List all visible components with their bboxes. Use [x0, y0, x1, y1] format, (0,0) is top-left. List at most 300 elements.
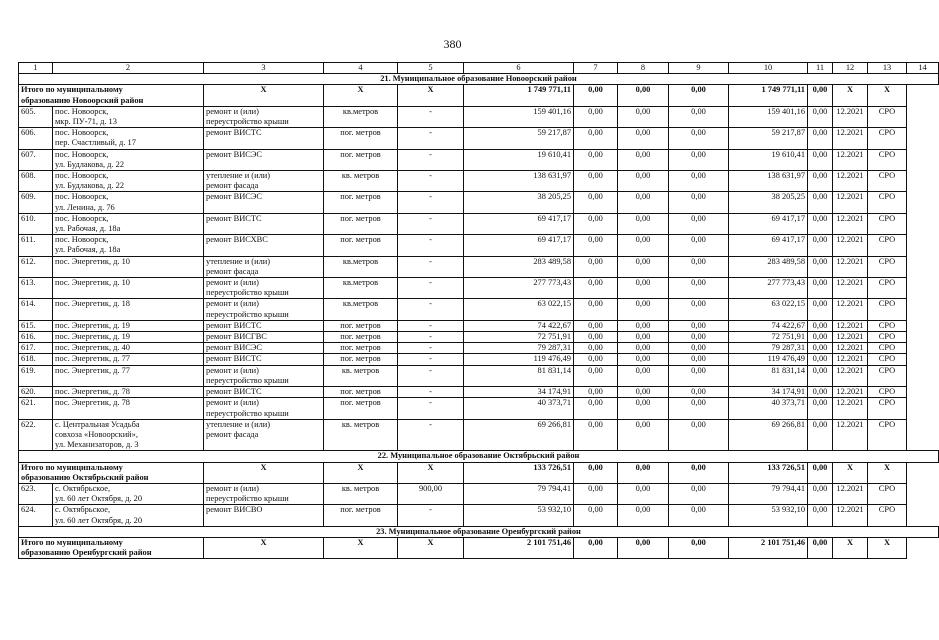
table-row: [19, 235, 939, 256]
section-heading-row: [19, 451, 939, 462]
column-number-header: 12: [833, 63, 868, 74]
method: СРО: [868, 505, 907, 526]
cell-10: 0,00: [669, 398, 729, 419]
deadline: 12.2021: [833, 171, 868, 192]
unit: кв.метров: [324, 278, 398, 299]
address-line: ул. Будлакова, д. 22: [55, 159, 125, 169]
column-number-header: 6: [464, 63, 574, 74]
cost: 69 417,17: [464, 235, 574, 256]
address: [53, 106, 204, 127]
deadline: 12.2021: [833, 332, 868, 343]
method: СРО: [868, 354, 907, 365]
cell-8: 0,00: [574, 419, 618, 451]
row-number: 607.: [19, 149, 53, 170]
quantity: -: [398, 354, 464, 365]
quantity: -: [398, 365, 464, 386]
cell-10: 0,00: [669, 483, 729, 504]
work-type: [204, 149, 324, 170]
cell-10: 0,00: [669, 320, 729, 331]
row-number: 614.: [19, 299, 53, 320]
total-cell-5: X: [398, 462, 464, 483]
cell-8: 0,00: [574, 343, 618, 354]
column-number-row: [19, 63, 939, 74]
cell-10: 0,00: [669, 278, 729, 299]
unit: пог. метров: [324, 149, 398, 170]
unit: пог. метров: [324, 192, 398, 213]
total-cell-9: 0,00: [618, 462, 669, 483]
cell-11: 34 174,91: [729, 387, 808, 398]
address: [53, 387, 204, 398]
address: [53, 299, 204, 320]
unit: пог. метров: [324, 128, 398, 149]
cell-10: 0,00: [669, 106, 729, 127]
quantity: -: [398, 419, 464, 451]
address: [53, 398, 204, 419]
quantity: -: [398, 332, 464, 343]
work-type-line: переустройство крыши: [206, 408, 289, 418]
row-number: 621.: [19, 398, 53, 419]
cell-12: 0,00: [808, 299, 833, 320]
column-number-header: 3: [204, 63, 324, 74]
unit: кв.метров: [324, 299, 398, 320]
address-line: ул. Ленина, д. 76: [55, 202, 115, 212]
column-number-header: 14: [907, 63, 939, 74]
cell-12: 0,00: [808, 332, 833, 343]
total-cell-4: X: [324, 85, 398, 106]
cell-9: 0,00: [618, 505, 669, 526]
total-cell-11: 2 101 751,46: [729, 537, 808, 558]
total-label: [19, 462, 204, 483]
total-cell-13: X: [833, 537, 868, 558]
cell-12: 0,00: [808, 192, 833, 213]
cell-8: 0,00: [574, 398, 618, 419]
row-number: 620.: [19, 387, 53, 398]
address: [53, 192, 204, 213]
work-type: [204, 256, 324, 277]
table-row: [19, 299, 939, 320]
column-number-header: 11: [808, 63, 833, 74]
cell-12: 0,00: [808, 106, 833, 127]
deadline: 12.2021: [833, 235, 868, 256]
table-row: [19, 320, 939, 331]
cell-8: 0,00: [574, 278, 618, 299]
work-type-line: утепление и (или): [206, 419, 271, 429]
cell-12: 0,00: [808, 235, 833, 256]
table-row: [19, 149, 939, 170]
cell-8: 0,00: [574, 365, 618, 386]
total-label: [19, 537, 204, 558]
total-cell-10: 0,00: [669, 85, 729, 106]
row-number: 611.: [19, 235, 53, 256]
method: СРО: [868, 106, 907, 127]
work-type-line: ремонт ВИСЭС: [206, 192, 262, 202]
row-number: 610.: [19, 213, 53, 234]
address-line: ул. Будлакова, д. 22: [55, 181, 125, 191]
cell-11: 283 489,58: [729, 256, 808, 277]
work-type: [204, 106, 324, 127]
cell-12: 0,00: [808, 320, 833, 331]
table-row: [19, 365, 939, 386]
row-number: 606.: [19, 128, 53, 149]
deadline: 12.2021: [833, 149, 868, 170]
deadline: 12.2021: [833, 213, 868, 234]
cell-11: 69 266,81: [729, 419, 808, 451]
table-row: [19, 128, 939, 149]
method: СРО: [868, 332, 907, 343]
method: СРО: [868, 398, 907, 419]
cost: 119 476,49: [464, 354, 574, 365]
work-type-line: ремонт и (или): [206, 278, 259, 288]
work-type-line: переустройство крыши: [206, 288, 289, 298]
method: СРО: [868, 483, 907, 504]
cell-8: 0,00: [574, 256, 618, 277]
total-label-line: Итого по муниципальному: [21, 537, 123, 547]
cell-10: 0,00: [669, 235, 729, 256]
work-type: [204, 483, 324, 504]
quantity: 900,00: [398, 483, 464, 504]
column-number-header: 10: [729, 63, 808, 74]
cell-9: 0,00: [618, 343, 669, 354]
address-line: с. Октябрьское,: [55, 483, 111, 493]
column-number-header: 9: [669, 63, 729, 74]
total-cell-3: X: [204, 85, 324, 106]
row-number: 619.: [19, 365, 53, 386]
quantity: -: [398, 299, 464, 320]
method: СРО: [868, 192, 907, 213]
method: СРО: [868, 149, 907, 170]
cell-9: 0,00: [618, 320, 669, 331]
work-type-line: ремонт ВИСЭС: [206, 149, 262, 159]
work-type: [204, 128, 324, 149]
cost: 63 022,15: [464, 299, 574, 320]
cell-8: 0,00: [574, 505, 618, 526]
address-line: пос. Энергетик, д. 10: [55, 256, 130, 266]
cell-10: 0,00: [669, 128, 729, 149]
cell-8: 0,00: [574, 213, 618, 234]
deadline: 12.2021: [833, 192, 868, 213]
quantity: -: [398, 505, 464, 526]
cell-8: 0,00: [574, 106, 618, 127]
cell-10: 0,00: [669, 192, 729, 213]
address-line: пос. Новоорск,: [55, 149, 109, 159]
column-number-header: 5: [398, 63, 464, 74]
deadline: 12.2021: [833, 505, 868, 526]
work-type: [204, 419, 324, 451]
work-type-line: утепление и (или): [206, 256, 271, 266]
address: [53, 278, 204, 299]
total-cost: 1 749 771,11: [464, 85, 574, 106]
total-cell-10: 0,00: [669, 462, 729, 483]
cell-9: 0,00: [618, 483, 669, 504]
method: СРО: [868, 256, 907, 277]
address-line: пос. Энергетик, д. 18: [55, 299, 130, 309]
cost: 72 751,91: [464, 332, 574, 343]
row-number: 608.: [19, 171, 53, 192]
column-number-header: 8: [618, 63, 669, 74]
row-number: 616.: [19, 332, 53, 343]
work-type-line: ремонт фасада: [206, 266, 259, 276]
address-line: ул. 60 лет Октября, д. 20: [55, 494, 143, 504]
cell-11: 81 831,14: [729, 365, 808, 386]
work-type-line: ремонт и (или): [206, 299, 259, 309]
unit: пог. метров: [324, 235, 398, 256]
address-line: ул. 60 лет Октября, д. 20: [55, 515, 143, 525]
deadline: 12.2021: [833, 343, 868, 354]
deadline: 12.2021: [833, 278, 868, 299]
work-type-line: переустройство крыши: [206, 494, 289, 504]
total-cell-9: 0,00: [618, 85, 669, 106]
total-cell-5: X: [398, 537, 464, 558]
total-cell-13: X: [833, 85, 868, 106]
total-cell-14: X: [868, 85, 907, 106]
work-type: [204, 320, 324, 331]
work-type: [204, 213, 324, 234]
cell-10: 0,00: [669, 343, 729, 354]
cell-10: 0,00: [669, 365, 729, 386]
table-row: [19, 398, 939, 419]
unit: кв.метров: [324, 256, 398, 277]
work-type-line: ремонт и (или): [206, 365, 259, 375]
cell-9: 0,00: [618, 171, 669, 192]
table-row: [19, 332, 939, 343]
cell-12: 0,00: [808, 365, 833, 386]
total-label-line: Итого по муниципальному: [21, 85, 123, 95]
work-type-line: ремонт ВИСТС: [206, 128, 262, 138]
cell-10: 0,00: [669, 256, 729, 277]
cell-8: 0,00: [574, 171, 618, 192]
unit: пог. метров: [324, 320, 398, 331]
cell-10: 0,00: [669, 299, 729, 320]
total-cell-3: X: [204, 537, 324, 558]
cell-9: 0,00: [618, 128, 669, 149]
address-line: пос. Энергетик, д. 10: [55, 278, 130, 288]
cell-9: 0,00: [618, 398, 669, 419]
cell-11: 74 422,67: [729, 320, 808, 331]
work-type-line: переустройство крыши: [206, 117, 289, 127]
work-type: [204, 398, 324, 419]
column-number-header: 13: [868, 63, 907, 74]
quantity: -: [398, 213, 464, 234]
cost: 34 174,91: [464, 387, 574, 398]
cell-12: 0,00: [808, 483, 833, 504]
total-cell-12: 0,00: [808, 85, 833, 106]
total-cell-3: X: [204, 462, 324, 483]
work-type-line: ремонт ВИСХВС: [206, 235, 268, 245]
address: [53, 343, 204, 354]
table-row: [19, 419, 939, 451]
address-line: пос. Энергетик, д. 77: [55, 354, 130, 364]
unit: пог. метров: [324, 387, 398, 398]
quantity: -: [398, 320, 464, 331]
cost: 19 610,41: [464, 149, 574, 170]
work-type: [204, 278, 324, 299]
method: СРО: [868, 419, 907, 451]
cell-10: 0,00: [669, 149, 729, 170]
address-line: ул. Механизаторов, д. 3: [55, 440, 139, 450]
unit: пог. метров: [324, 354, 398, 365]
cost: 81 831,14: [464, 365, 574, 386]
work-type: [204, 343, 324, 354]
total-cell-12: 0,00: [808, 537, 833, 558]
column-number-header: 1: [19, 63, 53, 74]
table-row: [19, 343, 939, 354]
address-line: пос. Новоорск,: [55, 235, 109, 245]
work-type-line: ремонт ВИСГВС: [206, 332, 267, 342]
deadline: 12.2021: [833, 299, 868, 320]
cell-11: 63 022,15: [729, 299, 808, 320]
address: [53, 419, 204, 451]
cell-12: 0,00: [808, 278, 833, 299]
total-cell-11: 133 726,51: [729, 462, 808, 483]
address-line: пос. Энергетик, д. 19: [55, 320, 130, 330]
address-line: пос. Новоорск,: [55, 213, 109, 223]
cell-11: 72 751,91: [729, 332, 808, 343]
cost: 69 417,17: [464, 213, 574, 234]
work-type-line: ремонт фасада: [206, 181, 259, 191]
work-type-line: ремонт ВИСВО: [206, 505, 263, 515]
unit: пог. метров: [324, 332, 398, 343]
work-type-line: ремонт и (или): [206, 483, 259, 493]
table-row: [19, 483, 939, 504]
cell-9: 0,00: [618, 387, 669, 398]
quantity: -: [398, 128, 464, 149]
address: [53, 235, 204, 256]
quantity: -: [398, 343, 464, 354]
cell-8: 0,00: [574, 387, 618, 398]
cell-9: 0,00: [618, 419, 669, 451]
cell-9: 0,00: [618, 332, 669, 343]
cell-9: 0,00: [618, 213, 669, 234]
total-row: [19, 462, 939, 483]
cell-9: 0,00: [618, 192, 669, 213]
cell-9: 0,00: [618, 299, 669, 320]
address-line: с. Центральная Усадьба: [55, 419, 140, 429]
table-row: [19, 171, 939, 192]
cost: 38 205,25: [464, 192, 574, 213]
cost: 283 489,58: [464, 256, 574, 277]
address-line: пос. Энергетик, д. 77: [55, 365, 130, 375]
cell-8: 0,00: [574, 354, 618, 365]
cell-11: 40 373,71: [729, 398, 808, 419]
method: СРО: [868, 343, 907, 354]
quantity: -: [398, 171, 464, 192]
deadline: 12.2021: [833, 320, 868, 331]
unit: пог. метров: [324, 505, 398, 526]
work-type: [204, 192, 324, 213]
total-cell-4: X: [324, 537, 398, 558]
address: [53, 332, 204, 343]
cell-11: 277 773,43: [729, 278, 808, 299]
total-label-line: образованию Оренбургский район: [21, 548, 152, 558]
cell-12: 0,00: [808, 213, 833, 234]
table-row: [19, 354, 939, 365]
column-number-header: 2: [53, 63, 204, 74]
work-type: [204, 332, 324, 343]
total-row: [19, 85, 939, 106]
work-type-line: переустройство крыши: [206, 375, 289, 385]
total-cell-4: X: [324, 462, 398, 483]
address-line: пос. Новоорск,: [55, 171, 109, 181]
cell-10: 0,00: [669, 387, 729, 398]
method: СРО: [868, 128, 907, 149]
cell-12: 0,00: [808, 171, 833, 192]
method: СРО: [868, 365, 907, 386]
work-type-line: ремонт фасада: [206, 429, 259, 439]
deadline: 12.2021: [833, 398, 868, 419]
unit: пог. метров: [324, 213, 398, 234]
cell-10: 0,00: [669, 354, 729, 365]
table-row: [19, 213, 939, 234]
column-number-header: 7: [574, 63, 618, 74]
cell-9: 0,00: [618, 278, 669, 299]
table-row: [19, 256, 939, 277]
cell-10: 0,00: [669, 419, 729, 451]
work-type-line: ремонт ВИСЭС: [206, 343, 262, 353]
cell-9: 0,00: [618, 256, 669, 277]
page-number: 380: [443, 37, 462, 51]
work-type-line: ремонт ВИСТС: [206, 320, 262, 330]
cell-8: 0,00: [574, 192, 618, 213]
row-number: 617.: [19, 343, 53, 354]
deadline: 12.2021: [833, 387, 868, 398]
work-type-line: утепление и (или): [206, 171, 271, 181]
total-cell-11: 1 749 771,11: [729, 85, 808, 106]
table-row: [19, 106, 939, 127]
deadline: 12.2021: [833, 106, 868, 127]
quantity: -: [398, 192, 464, 213]
cost: 74 422,67: [464, 320, 574, 331]
cell-10: 0,00: [669, 213, 729, 234]
section-heading-row: [19, 74, 939, 85]
total-cell-5: X: [398, 85, 464, 106]
total-cost: 2 101 751,46: [464, 537, 574, 558]
address: [53, 483, 204, 504]
cost: 40 373,71: [464, 398, 574, 419]
address: [53, 365, 204, 386]
total-cell-8: 0,00: [574, 462, 618, 483]
address-line: пос. Новоорск,: [55, 128, 109, 138]
cell-8: 0,00: [574, 235, 618, 256]
cell-11: 79 794,41: [729, 483, 808, 504]
address: [53, 128, 204, 149]
row-number: 609.: [19, 192, 53, 213]
cell-11: 69 417,17: [729, 235, 808, 256]
address-line: мкр. ПУ-71, д. 13: [55, 117, 117, 127]
method: СРО: [868, 278, 907, 299]
cell-8: 0,00: [574, 320, 618, 331]
cell-12: 0,00: [808, 149, 833, 170]
cell-11: 59 217,87: [729, 128, 808, 149]
address-line: пос. Новоорск,: [55, 192, 109, 202]
cell-12: 0,00: [808, 354, 833, 365]
work-type: [204, 235, 324, 256]
section-title: 23. Муниципальное образование Оренбургский район: [19, 526, 939, 537]
cell-8: 0,00: [574, 483, 618, 504]
address-line: ул. Рабочая, д. 18а: [55, 245, 121, 255]
cell-9: 0,00: [618, 235, 669, 256]
work-type: [204, 505, 324, 526]
cell-11: 53 932,10: [729, 505, 808, 526]
deadline: 12.2021: [833, 256, 868, 277]
row-number: 605.: [19, 106, 53, 127]
cell-11: 19 610,41: [729, 149, 808, 170]
method: СРО: [868, 387, 907, 398]
cell-9: 0,00: [618, 365, 669, 386]
cost: 69 266,81: [464, 419, 574, 451]
unit: кв.метров: [324, 106, 398, 127]
quantity: -: [398, 235, 464, 256]
unit: пог. метров: [324, 398, 398, 419]
